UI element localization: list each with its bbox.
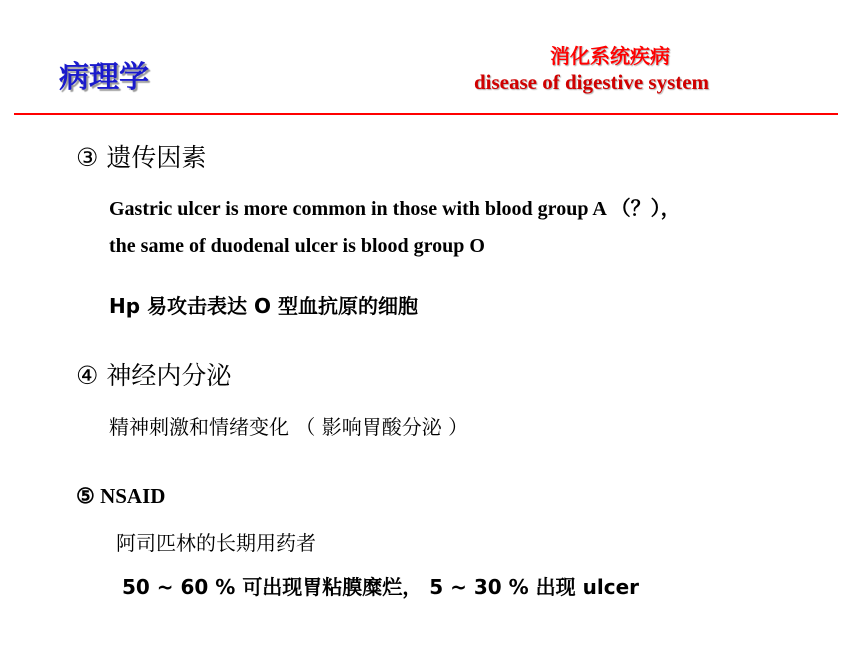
genetic-line-2: the same of duodenal ulcer is blood group O xyxy=(109,235,485,257)
section-heading-neuroendocrine: ④ 神经内分泌 xyxy=(76,361,232,390)
genetic-line-1: Gastric ulcer is more common in those with blood group A （？）， xyxy=(109,198,681,220)
header-divider xyxy=(14,113,838,115)
genetic-line-3: Hp 易攻击表达 O 型血抗原的细胞 xyxy=(109,294,418,318)
section-heading-nsaid: ⑤ NSAID xyxy=(76,484,166,508)
chapter-title-en: disease of digestive system xyxy=(474,70,710,94)
section-heading-genetic: ③ 遗传因素 xyxy=(76,143,207,172)
nsaid-line-1: 阿司匹林的长期用药者 xyxy=(116,531,316,555)
nsaid-line-2: 50 ~ 60 % 可出现胃粘膜糜烂， 5 ~ 30 % 出现 ulcer xyxy=(122,575,640,599)
course-title: 病理学 xyxy=(59,60,149,95)
neuroendocrine-line-1: 精神刺激和情绪变化 （ 影响胃酸分泌 ） xyxy=(109,415,469,439)
chapter-title-zh: 消化系统疾病 xyxy=(550,44,670,68)
